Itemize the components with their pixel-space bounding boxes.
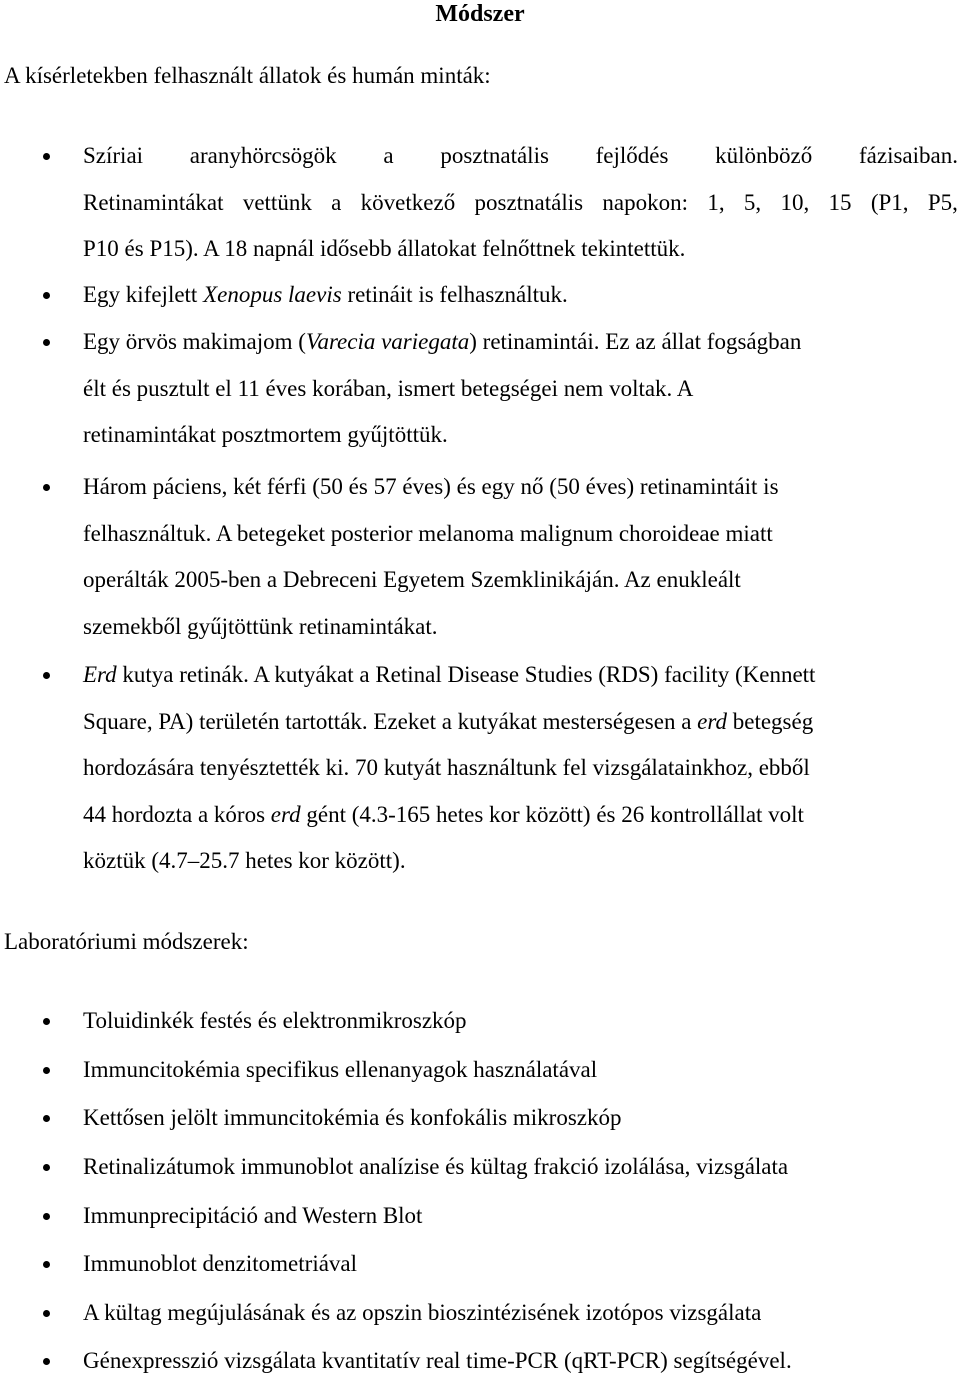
patients-line-1: Három páciens, két férfi (50 és 57 éves) és egy nő (50 éves) retinamintáit is [83, 474, 779, 499]
list-item-erd-dogs [83, 652, 958, 885]
hamster-line-1: Szíriai aranyhörcsögök a posztnatális fejlődés különböző fázisaiban. [83, 143, 958, 168]
list-item-hamsters [83, 133, 958, 273]
gene-name: erd [697, 708, 727, 734]
lemur-line-3: retinamintákat posztmortem gyűjtöttük. [83, 422, 448, 447]
bullet-icon [43, 672, 50, 679]
dogs-line-3: hordozására tenyésztették ki. 70 kutyát használtunk fel vizsgálatainkhoz, ebből [83, 755, 810, 780]
species-name: Varecia variegata [305, 329, 470, 354]
dogs-line-2: Square, PA) területén tartották. Ezeket a kutyákat mesterségesen a erd betegség [83, 708, 814, 734]
page-title: Módszer [435, 1, 525, 27]
list-item-xenopus [83, 272, 958, 319]
bullet-icon [43, 1115, 50, 1122]
patients-line-2: felhasználtuk. A betegeket posterior melanoma malignum choroideae miatt [83, 520, 773, 546]
list-item: A kültag megújulásának és az opszin bioszintézisének izotópos vizsgálata [83, 1298, 958, 1328]
lemur-line-2: élt és pusztult el 11 éves korában, ismert betegségei nem voltak. A [83, 375, 694, 401]
list-item-patients [83, 464, 958, 650]
bullet-icon [43, 1310, 50, 1317]
list-item: Kettősen jelölt immuncitokémia és konfokális mikroszkóp [83, 1103, 958, 1133]
xenopus-line: Egy kifejlett Xenopus laevis retináit is felhasználtuk. [83, 282, 568, 307]
list-item: Immunprecipitáció and Western Blot [83, 1201, 958, 1231]
bullet-icon [43, 1067, 50, 1074]
hamster-line-2: Retinamintákat vettünk a következő posztnatális napokon: 1, 5, 10, 15 (P1, P5, [83, 189, 958, 215]
bullet-icon [43, 339, 50, 346]
bullet-icon [43, 484, 50, 491]
bullet-icon [43, 1261, 50, 1268]
gene-name: erd [270, 801, 301, 827]
list-item: Toluidinkék festés és elektronmikroszkóp [83, 1006, 958, 1036]
dogs-line-5: köztük (4.7–25.7 hetes kor között). [83, 848, 406, 873]
bullet-icon [43, 153, 50, 160]
dogs-line-1: Erd kutya retinák. A kutyákat a Retinal Disease Studies (RDS) facility (Kennett [83, 662, 816, 687]
bullet-icon [43, 292, 50, 299]
bullet-icon [43, 1164, 50, 1171]
list-item-lemur [83, 319, 958, 459]
patients-line-3: operálták 2005-ben a Debreceni Egyetem Szemklinikáján. Az enukleált [83, 567, 741, 592]
dogs-line-4: 44 hordozta a kóros erd gént (4.3-165 hetes kor között) és 26 kontrollállat volt [83, 801, 804, 827]
patients-line-4: szemekből gyűjtöttünk retinamintákat. [83, 613, 438, 639]
list-item: Immuncitokémia specifikus ellenanyagok használatával [83, 1055, 958, 1085]
hamster-line-3: P10 és P15). A 18 napnál idősebb állatokat felnőttnek tekintettük. [83, 236, 686, 261]
species-name: Xenopus laevis [203, 282, 342, 307]
list-item: Immunoblot denzitometriával [83, 1249, 958, 1279]
lab-methods-heading: Laboratóriumi módszerek: [4, 929, 249, 954]
bullet-icon [43, 1018, 50, 1025]
list-item: Génexpresszió vizsgálata kvantitatív real time-PCR (qRT-PCR) segítségével. [83, 1346, 958, 1376]
list-item: Retinalizátumok immunoblot analízise és kültag frakció izolálása, vizsgálata [83, 1152, 958, 1182]
bullet-icon [43, 1213, 50, 1220]
bullet-icon [43, 1358, 50, 1365]
gene-name: Erd [83, 662, 117, 687]
animals-heading: A kísérletekben felhasznált állatok és humán minták: [4, 63, 491, 88]
lemur-line-1: Egy örvös makimajom (Varecia variegata) retinamintái. Ez az állat fogságban [83, 329, 802, 354]
